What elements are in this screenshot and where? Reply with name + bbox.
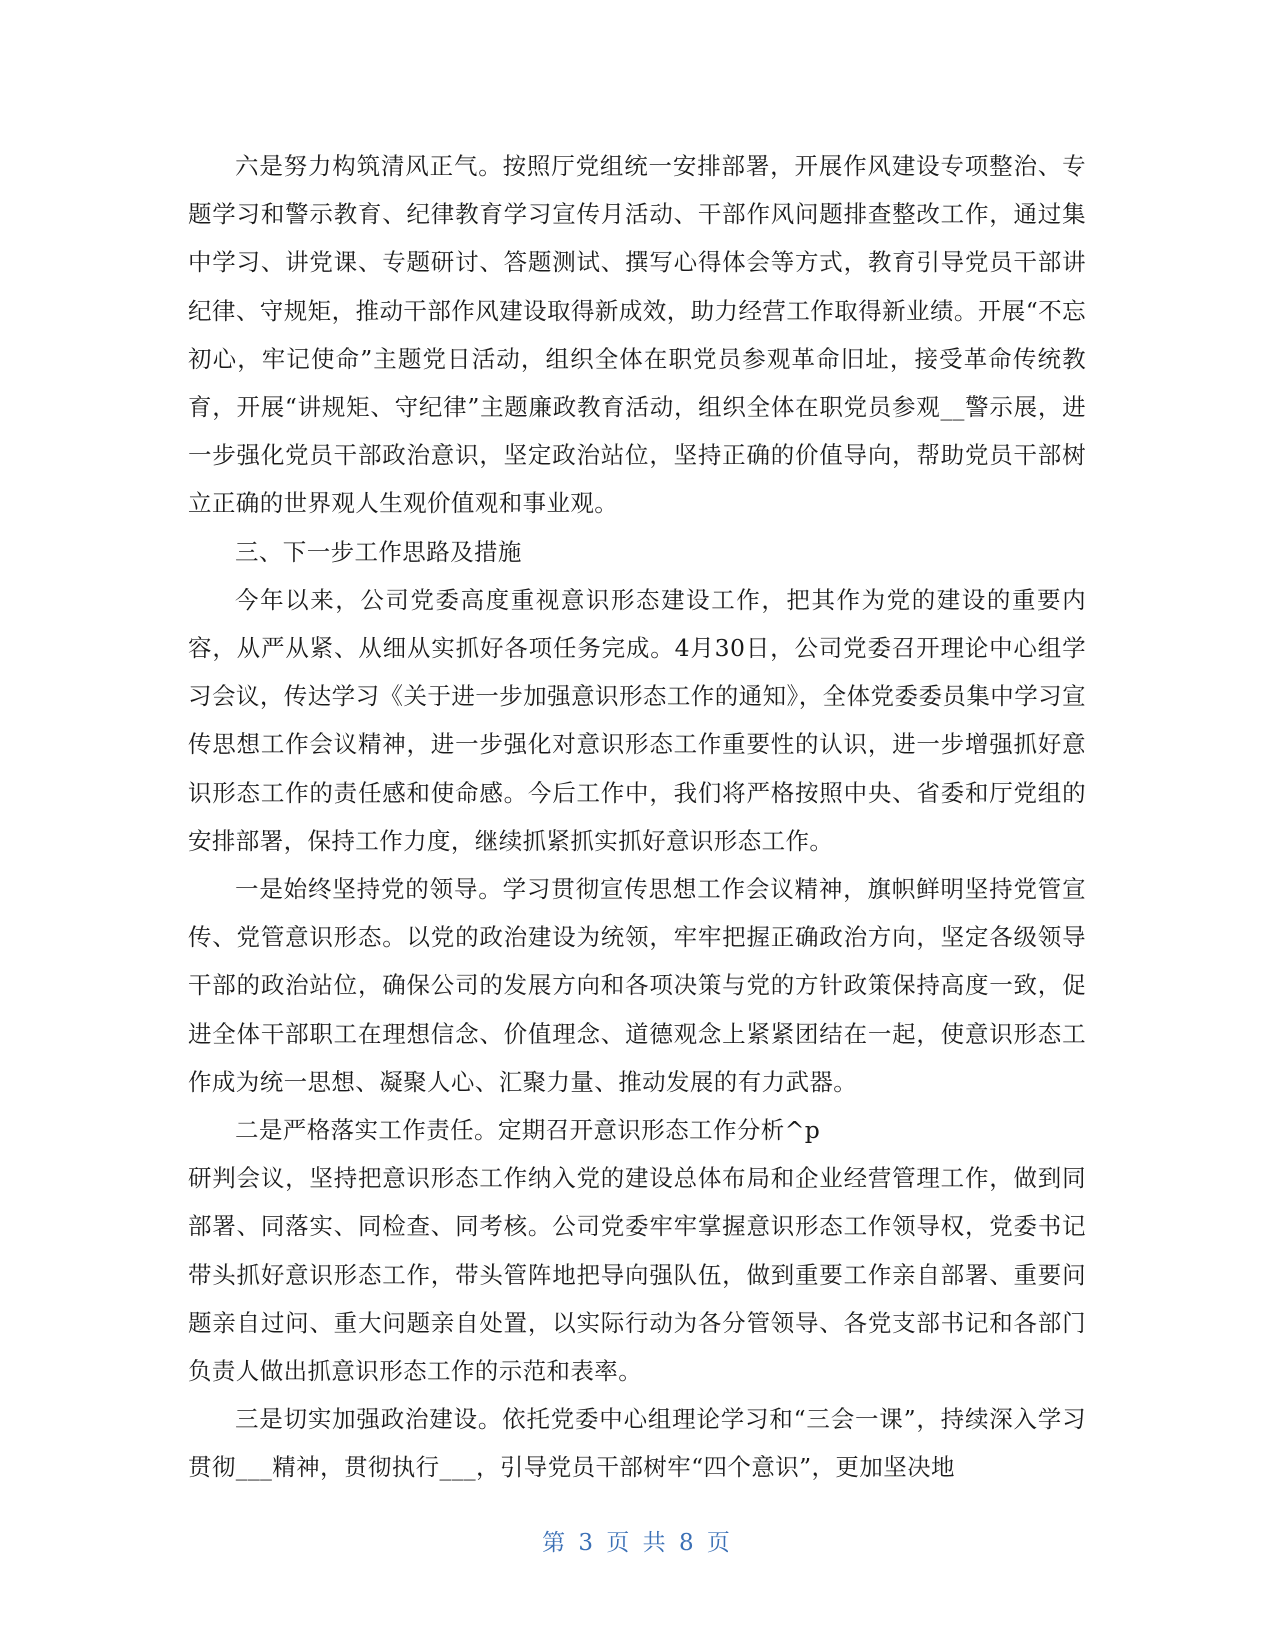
document-body [188,142,1086,1492]
page-footer [0,1524,1275,1557]
paragraph-party-leadership: 一是始终坚持党的领导。学习贯彻宣传思想工作会议精神，旗帜鲜明坚持党管宣传、党管意识形态。以党的政治建设为统领，牢牢把握正确政治方向，坚定各级领导干部的政治站位，确保公司的发展方向和各项决策与党的方针政策保持高度一致，促进全体干部职工在理想信念、价值理念、道德观念上紧紧团结在一起，使意识形态工作成为统一思想、凝聚人心、汇聚力量、推动发展的有力武器。 [188,875,1086,1096]
page-number-label: 第 3 页 共 8 页 [542,1530,733,1556]
paragraph-responsibility-intro: 二是严格落实工作责任。定期召开意识形态工作分析^p [235,1116,821,1145]
paragraph-political-building: 三是切实加强政治建设。依托党委中心组理论学习和“三会一课”，持续深入学习贯彻___精神，贯彻执行___，引导党员干部树牢“四个意识”，更加坚决地 [188,1405,1086,1482]
paragraph-clean-style: 六是努力构筑清风正气。按照厅党组统一安排部署，开展作风建设专项整治、专题学习和警示教育、纪律教育学习宣传月活动、干部作风问题排查整改工作，通过集中学习、讲党课、专题研讨、答题测试、撰写心得体会等方式，教育引导党员干部讲纪律、守规矩，推动干部作风建设取得新成效，助力经营工作取得新业绩。开展“不忘初心，牢记使命”主题党日活动，组织全体在职党员参观革命旧址，接受革命传统教育，开展“讲规矩、守纪律”主题廉政教育活动，组织全体在职党员参观__警示展，进一步强化党员干部政治意识，坚定政治站位，坚持正确的价值导向，帮助党员干部树立正确的世界观人生观价值观和事业观。 [188,152,1086,518]
paragraph-responsibility-body: 研判会议，坚持把意识形态工作纳入党的建设总体布局和企业经营管理工作，做到同部署、同落实、同检查、同考核。公司党委牢牢掌握意识形态工作领导权，党委书记带头抓好意识形态工作，带头管阵地把导向强队伍，做到重要工作亲自部署、重要问题亲自过问、重大问题亲自处置，以实际行动为各分管领导、各党支部书记和各部门负责人做出抓意识形态工作的示范和表率。 [188,1164,1086,1386]
paragraph-overview: 今年以来，公司党委高度重视意识形态建设工作，把其作为党的建设的重要内容，从严从紧、从细从实抓好各项任务完成。4月30日，公司党委召开理论中心组学习会议，传达学习《关于进一步加强意识形态工作的通知》，全体党委委员集中学习宣传思想工作会议精神，进一步强化对意识形态工作重要性的认识，进一步增强抓好意识形态工作的责任感和使命感。今后工作中，我们将严格按照中央、省委和厅党组的安排部署，保持工作力度，继续抓紧抓实抓好意识形态工作。 [188,585,1086,855]
section-heading-next-steps: 三、下一步工作思路及措施 [235,537,522,566]
